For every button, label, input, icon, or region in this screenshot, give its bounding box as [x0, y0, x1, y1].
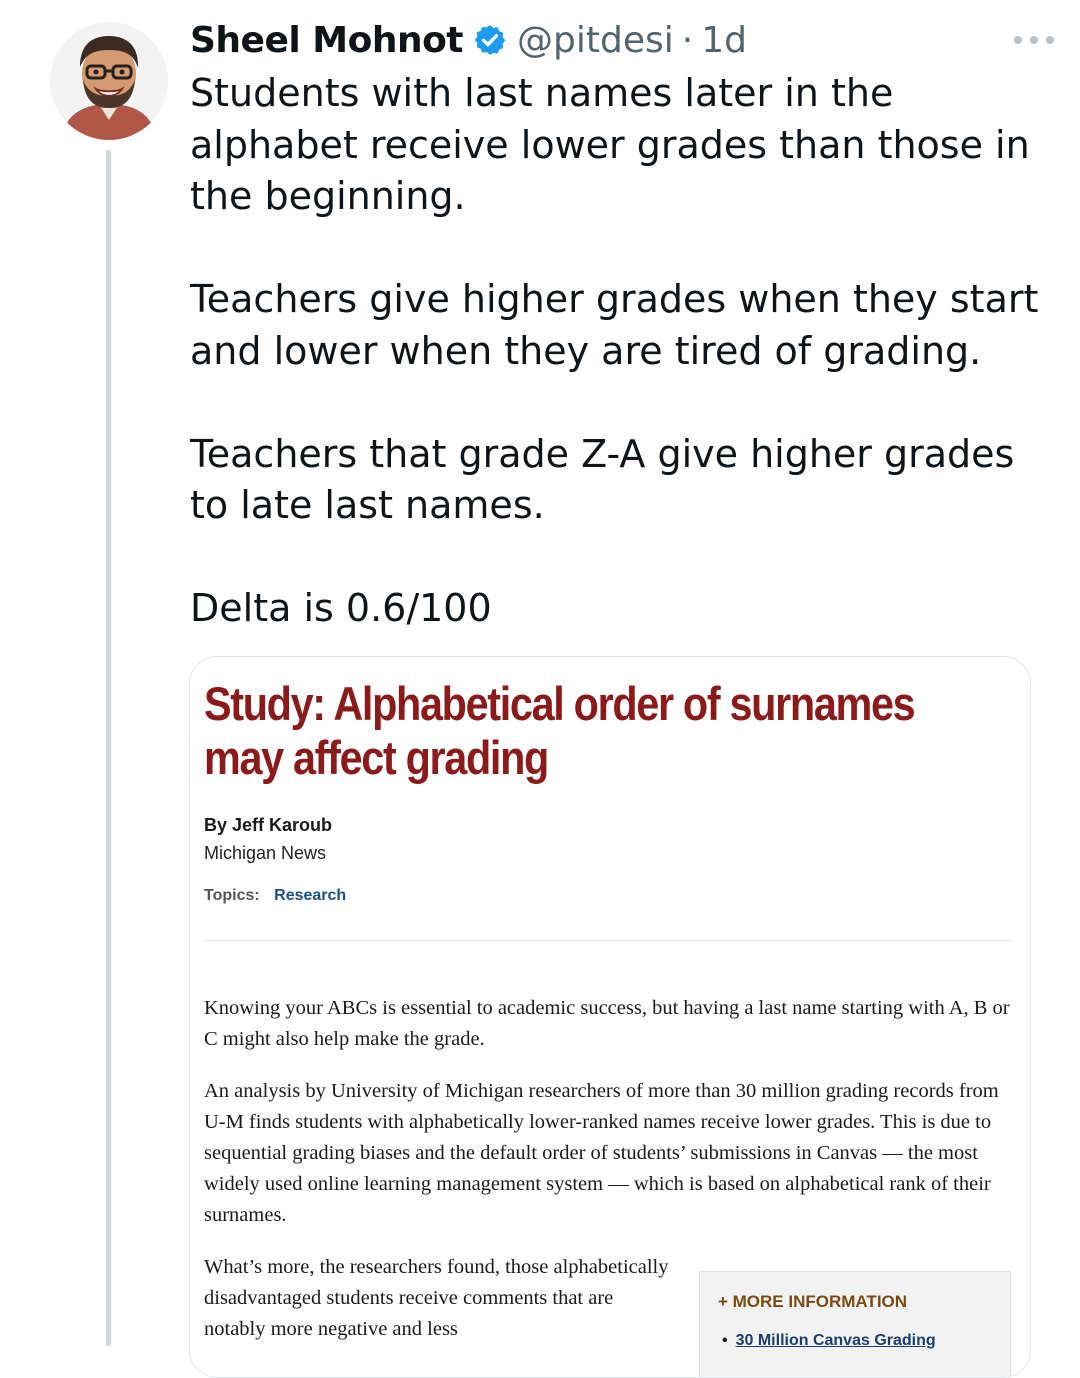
avatar-illustration [50, 22, 168, 140]
divider [204, 940, 1012, 941]
author-handle[interactable]: @pitdesi [517, 19, 674, 61]
more-information-box [699, 1271, 1011, 1378]
topic-research-link: Research [274, 887, 347, 904]
separator-dot: · [681, 19, 694, 61]
tweet-paragraph: Teachers that grade Z-A give higher grades to late last names. [190, 431, 1015, 527]
author-name[interactable]: Sheel Mohnot [190, 19, 464, 61]
article-topics [204, 887, 346, 905]
tweet-paragraph: Delta is 0.6/100 [190, 586, 492, 630]
tweet-timestamp[interactable]: 1d [701, 19, 747, 61]
tweet-text [190, 68, 1050, 635]
article-headline: Study: Alphabetical order of surnames may affect grading [204, 677, 915, 784]
thread-line [106, 150, 111, 1346]
article-paragraph-3: What’s more, the researchers found, those alphabetically disadvantaged students receive comments that are notably more negative and less [204, 1256, 669, 1340]
article-paragraph-2: An analysis by University of Michigan researchers of more than 30 million grading records from U-M finds students with alphabetically lower-ranked names receive lower grades. This is due to sequential grading biases and the default order of students’ submissions in Canvas — the most widely used online learning management system — which is based on alphabetical rank of their surnames. [204, 1080, 999, 1226]
tweet-header [190, 14, 1040, 66]
more-options-icon[interactable] [1014, 28, 1054, 52]
more-information-item [722, 1332, 936, 1350]
article-paragraph-1: Knowing your ABCs is essential to academic success, but having a last name starting with A, B or C might also help make the grade. [204, 997, 1010, 1050]
topics-label: Topics: [204, 887, 260, 904]
more-dot [1030, 36, 1038, 44]
more-information-link: 30 Million Canvas Grading [735, 1332, 936, 1349]
more-dot [1014, 36, 1022, 44]
avatar[interactable] [50, 22, 168, 140]
tweet-paragraph: Students with last names later in the alphabet receive lower grades than those in the beginning. [190, 71, 1030, 218]
article-source: Michigan News [204, 843, 327, 863]
bullet-icon: • [722, 1332, 728, 1349]
more-dot [1046, 36, 1054, 44]
more-information-title: + MORE INFORMATION [718, 1292, 908, 1311]
article-byline: By Jeff Karoub [204, 815, 333, 835]
attached-image-card[interactable] [189, 656, 1031, 1378]
verified-badge-icon [473, 23, 507, 57]
tweet-paragraph: Teachers give higher grades when they start and lower when they are tired of grading. [190, 277, 1039, 373]
